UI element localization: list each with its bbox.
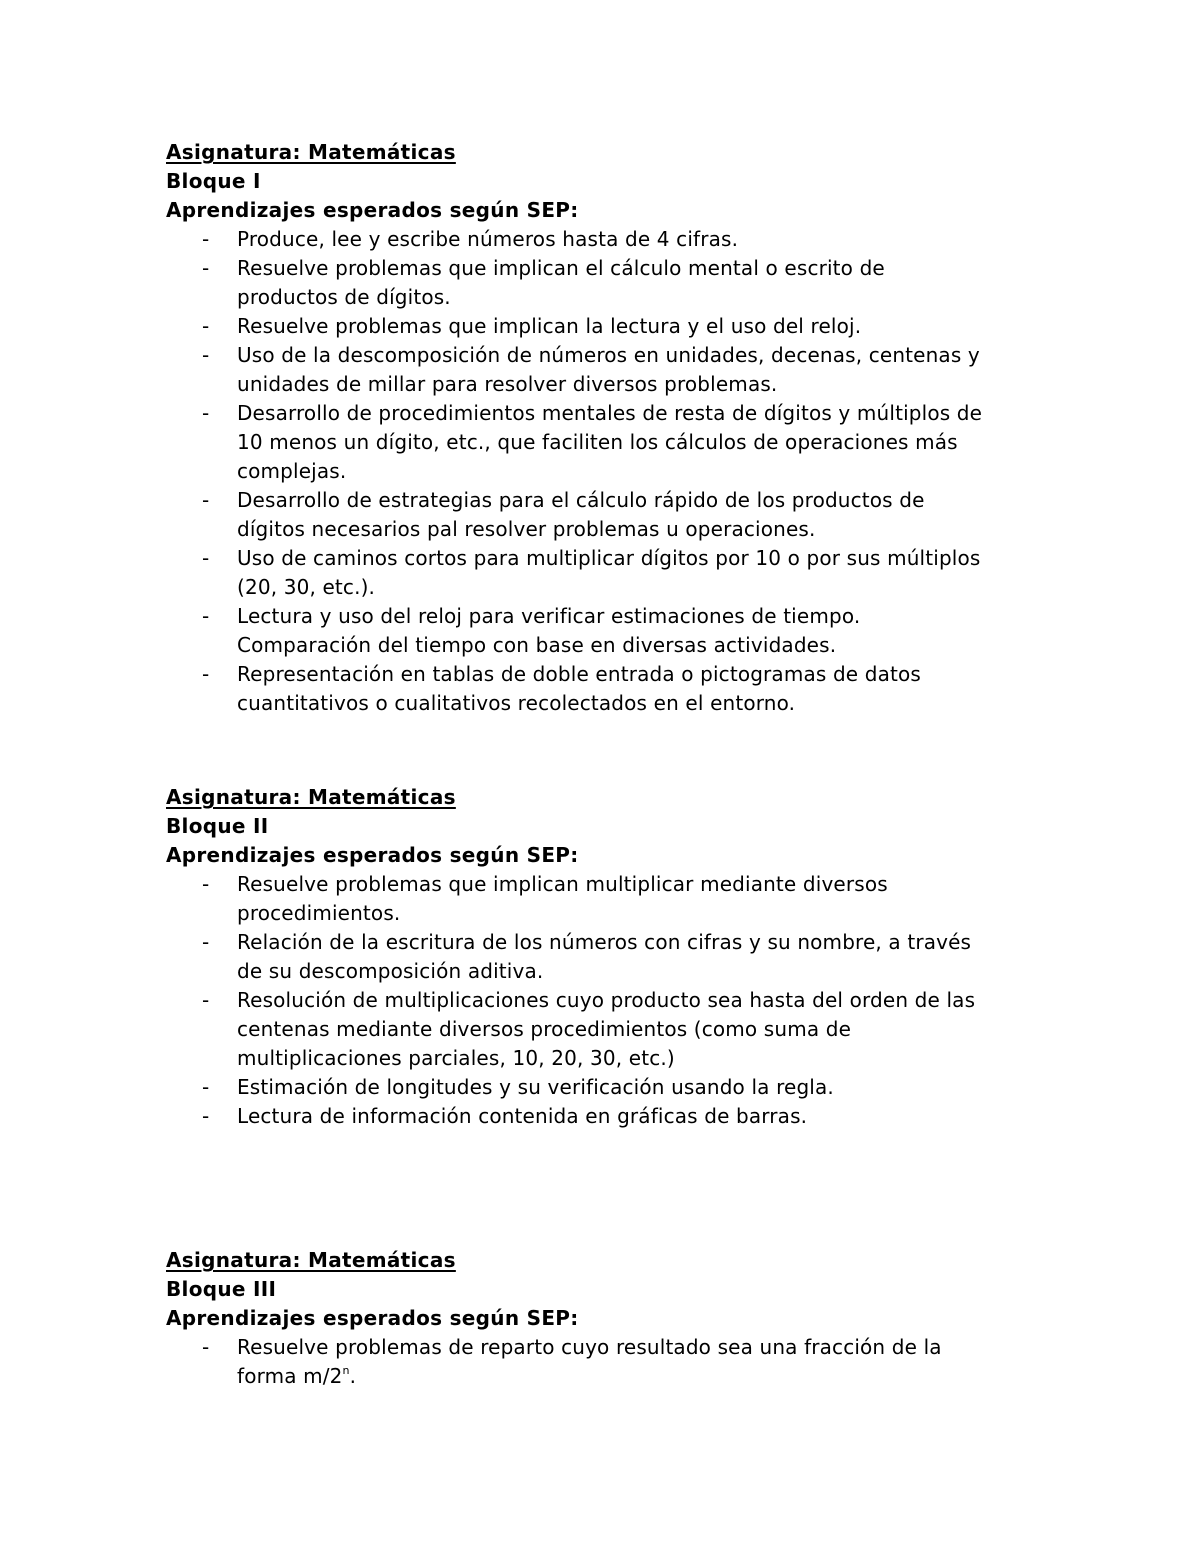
item-text: (20, 30, etc.). xyxy=(237,575,376,599)
formula-text: forma m/2 xyxy=(237,1364,343,1388)
bullet-dash: - xyxy=(202,604,210,628)
item-text: multiplicaciones parciales, 10, 20, 30, etc.) xyxy=(237,1046,675,1070)
item-text: Produce, lee y escribe números hasta de 4 cifras. xyxy=(237,227,739,251)
learning-heading: Aprendizajes esperados según SEP: xyxy=(166,843,579,867)
item-text: Resolución de multiplicaciones cuyo producto sea hasta del orden de las xyxy=(237,988,976,1012)
bullet-dash: - xyxy=(202,988,210,1012)
list-item xyxy=(166,1333,1046,1391)
item-text: Resuelve problemas que implican la lectura y el uso del reloj. xyxy=(237,314,862,338)
bullet-dash: - xyxy=(202,256,210,280)
list-item xyxy=(166,399,1046,486)
learning-heading: Aprendizajes esperados según SEP: xyxy=(166,198,579,222)
item-text: Resuelve problemas que implican el cálculo mental o escrito de xyxy=(237,256,885,280)
item-text: procedimientos. xyxy=(237,901,401,925)
bullet-dash: - xyxy=(202,227,210,251)
bullet-dash: - xyxy=(202,314,210,338)
section-bloque-2 xyxy=(166,783,1046,1131)
item-text: cuantitativos o cualitativos recolectados en el entorno. xyxy=(237,691,796,715)
item-text: centenas mediante diversos procedimientos (como suma de xyxy=(237,1017,852,1041)
learning-heading: Aprendizajes esperados según SEP: xyxy=(166,1306,579,1330)
item-text: Desarrollo de procedimientos mentales de resta de dígitos y múltiplos de xyxy=(237,401,983,425)
item-text: Resuelve problemas de reparto cuyo resultado sea una fracción de la xyxy=(237,1335,942,1359)
subject-title: Asignatura: Matemáticas xyxy=(166,785,456,809)
list-item xyxy=(166,544,1046,602)
bullet-dash: - xyxy=(202,662,210,686)
subject-title: Asignatura: Matemáticas xyxy=(166,1248,456,1272)
list-item xyxy=(166,1073,1046,1102)
list-item xyxy=(166,486,1046,544)
block-title: Bloque I xyxy=(166,169,261,193)
list-item xyxy=(166,870,1046,928)
section-bloque-1 xyxy=(166,138,1046,718)
list-item xyxy=(166,341,1046,399)
block-title: Bloque III xyxy=(166,1277,277,1301)
item-text: Desarrollo de estrategias para el cálculo rápido de los productos de xyxy=(237,488,925,512)
section-bloque-3 xyxy=(166,1246,1046,1391)
subject-title: Asignatura: Matemáticas xyxy=(166,140,456,164)
item-text: Uso de la descomposición de números en unidades, decenas, centenas y xyxy=(237,343,980,367)
formula-exponent: n xyxy=(342,1364,350,1377)
learning-list xyxy=(166,1333,1046,1391)
list-item xyxy=(166,660,1046,718)
item-text: Lectura y uso del reloj para verificar estimaciones de tiempo. xyxy=(237,604,861,628)
bullet-dash: - xyxy=(202,343,210,367)
item-text: Representación en tablas de doble entrada o pictogramas de datos xyxy=(237,662,921,686)
bullet-dash: - xyxy=(202,1335,210,1359)
item-text: Resuelve problemas que implican multiplicar mediante diversos xyxy=(237,872,888,896)
item-text xyxy=(237,1362,1046,1391)
list-item xyxy=(166,312,1046,341)
block-title: Bloque II xyxy=(166,814,269,838)
item-text: dígitos necesarios pal resolver problemas u operaciones. xyxy=(237,517,816,541)
item-text: Comparación del tiempo con base en diversas actividades. xyxy=(237,633,837,657)
item-text: de su descomposición aditiva. xyxy=(237,959,544,983)
formula-suffix: . xyxy=(349,1364,357,1388)
learning-list xyxy=(166,870,1046,1131)
item-text: Lectura de información contenida en gráficas de barras. xyxy=(237,1104,808,1128)
item-text: productos de dígitos. xyxy=(237,285,451,309)
item-text: complejas. xyxy=(237,459,347,483)
item-text: Relación de la escritura de los números con cifras y su nombre, a través xyxy=(237,930,972,954)
bullet-dash: - xyxy=(202,488,210,512)
item-text: unidades de millar para resolver diversos problemas. xyxy=(237,372,778,396)
bullet-dash: - xyxy=(202,1075,210,1099)
bullet-dash: - xyxy=(202,546,210,570)
bullet-dash: - xyxy=(202,1104,210,1128)
list-item xyxy=(166,254,1046,312)
list-item xyxy=(166,928,1046,986)
learning-list xyxy=(166,225,1046,718)
item-text: 10 menos un dígito, etc., que faciliten los cálculos de operaciones más xyxy=(237,430,958,454)
list-item xyxy=(166,986,1046,1073)
item-text: Uso de caminos cortos para multiplicar dígitos por 10 o por sus múltiplos xyxy=(237,546,981,570)
item-text: Estimación de longitudes y su verificación usando la regla. xyxy=(237,1075,834,1099)
bullet-dash: - xyxy=(202,930,210,954)
list-item xyxy=(166,1102,1046,1131)
bullet-dash: - xyxy=(202,401,210,425)
list-item xyxy=(166,602,1046,660)
bullet-dash: - xyxy=(202,872,210,896)
list-item xyxy=(166,225,1046,254)
